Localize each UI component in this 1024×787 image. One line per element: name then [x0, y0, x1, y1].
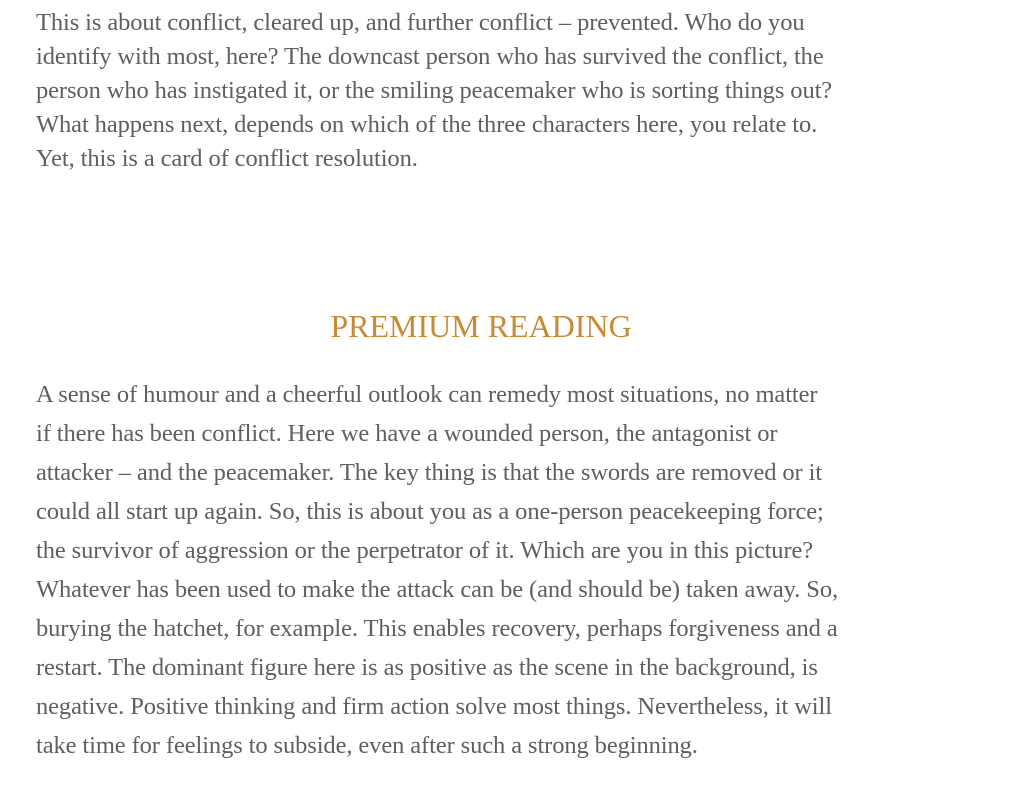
premium-line: could all start up again. So, this is about you as a one-person peacekeeping force; — [36, 498, 824, 525]
premium-line: negative. Positive thinking and firm action solve most things. Nevertheless, it will — [36, 693, 832, 720]
intro-paragraph — [36, 6, 936, 176]
premium-line: burying the hatchet, for example. This enables recovery, perhaps forgiveness and a — [36, 615, 838, 642]
premium-line: if there has been conflict. Here we have a wounded person, the antagonist or — [36, 420, 778, 447]
intro-line: What happens next, depends on which of the three characters here, you relate to. — [36, 111, 818, 138]
premium-reading-heading: PREMIUM READING — [330, 308, 632, 344]
premium-reading-paragraph — [36, 375, 936, 765]
premium-line: restart. The dominant figure here is as positive as the scene in the background, is — [36, 654, 818, 681]
premium-line: Whatever has been used to make the attack can be (and should be) taken away. So, — [36, 576, 838, 603]
premium-line: A sense of humour and a cheerful outlook can remedy most situations, no matter — [36, 381, 818, 408]
premium-line: take time for feelings to subside, even after such a strong beginning. — [36, 732, 698, 759]
intro-line: This is about conflict, cleared up, and further conflict – prevented. Who do you — [36, 9, 805, 36]
premium-line: attacker – and the peacemaker. The key thing is that the swords are removed or it — [36, 459, 823, 486]
intro-line: identify with most, here? The downcast person who has survived the conflict, the — [36, 43, 824, 70]
intro-line: Yet, this is a card of conflict resolution. — [36, 145, 418, 172]
premium-line: the survivor of aggression or the perpetrator of it. Which are you in this picture? — [36, 537, 814, 564]
intro-line: person who has instigated it, or the smiling peacemaker who is sorting things out? — [36, 77, 833, 104]
